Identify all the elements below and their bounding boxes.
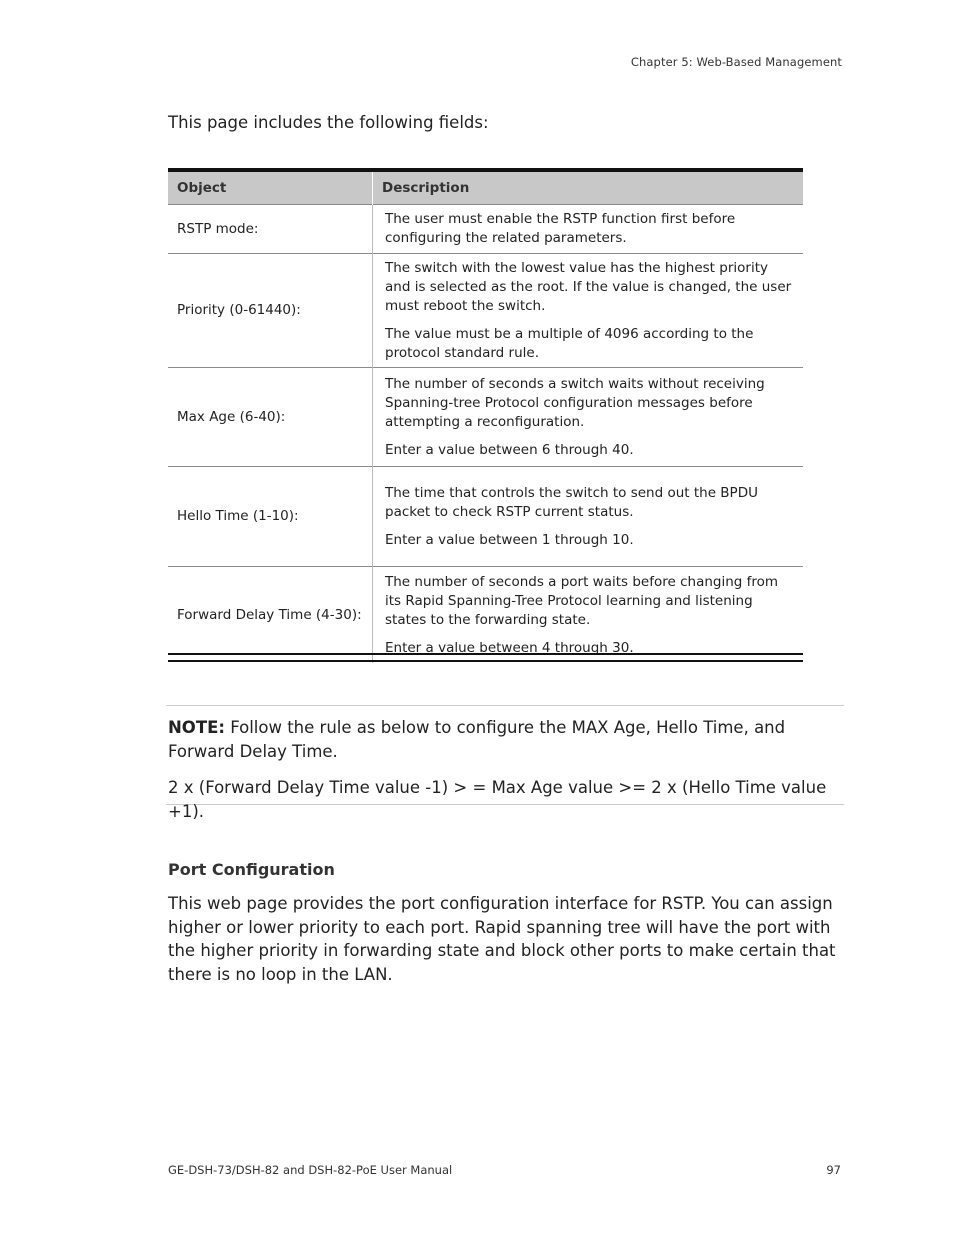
description-cell	[373, 254, 804, 368]
running-header: Chapter 5: Web-Based Management	[630, 55, 842, 69]
description-paragraph: The user must enable the RSTP function first before configuring the related parameters.	[385, 211, 736, 246]
object-cell: Max Age (6-40):	[168, 368, 373, 467]
note-body: Follow the rule as below to configure the MAX Age, Hello Time, and Forward Delay Time.	[168, 718, 786, 761]
description-cell	[373, 467, 804, 567]
table-row	[168, 467, 803, 567]
note-box	[166, 705, 844, 821]
object-cell: Priority (0-61440):	[168, 254, 373, 368]
description-cell	[373, 368, 804, 467]
table-row	[168, 254, 803, 368]
description-paragraph: The time that controls the switch to send out the BPDU packet to check RSTP current status.	[385, 484, 758, 520]
object-cell: Hello Time (1-10):	[168, 467, 373, 567]
description-paragraph: The number of seconds a switch waits without receiving Spanning-tree Protocol configuration messages before attempting a reconfiguration.	[385, 375, 765, 430]
table-header-row	[168, 170, 803, 205]
object-cell: RSTP mode:	[168, 205, 373, 254]
object-cell: Forward Delay Time (4-30):	[168, 567, 373, 664]
description-paragraph: Enter a value between 6 through 40.	[385, 441, 634, 458]
description-paragraph: The value must be a multiple of 4096 according to the protocol standard rule.	[385, 325, 754, 361]
description-paragraph: Enter a value between 4 through 30.	[385, 639, 634, 656]
description-cell	[373, 567, 804, 664]
fields-table	[168, 168, 803, 663]
section-body: This web page provides the port configuration interface for RSTP. You can assign higher or lower priority to each port. Rapid spanning tree will have the port with the higher priority in forwarding state and block other ports to make certain that there is no loop in the LAN.	[168, 894, 836, 984]
column-header-description: Description	[373, 170, 804, 205]
table-bottom-rule	[168, 653, 803, 662]
intro-text: This page includes the following fields:	[168, 113, 489, 132]
note-text	[168, 716, 838, 764]
description-paragraph: Enter a value between 1 through 10.	[385, 531, 634, 548]
column-header-object: Object	[168, 170, 373, 205]
description-paragraph: The switch with the lowest value has the highest priority and is selected as the root. If the value is changed, the user must reboot the switch.	[385, 259, 792, 314]
table-row	[168, 205, 803, 254]
description-paragraph: The number of seconds a port waits before changing from its Rapid Spanning-Tree Protocol learning and listening states to the forwarding state.	[385, 573, 779, 628]
table-row	[168, 567, 803, 664]
description-cell	[373, 205, 804, 254]
section-title: Port Configuration	[168, 860, 335, 879]
note-formula: 2 x (Forward Delay Time value -1) > = Max Age value >= 2 x (Hello Time value +1).	[168, 778, 827, 821]
table-row	[168, 368, 803, 467]
footer-manual-title: GE-DSH-73/DSH-82 and DSH-82-PoE User Manual	[168, 1163, 453, 1177]
note-label: NOTE:	[168, 718, 225, 737]
footer-page-number: 97	[826, 1163, 841, 1177]
